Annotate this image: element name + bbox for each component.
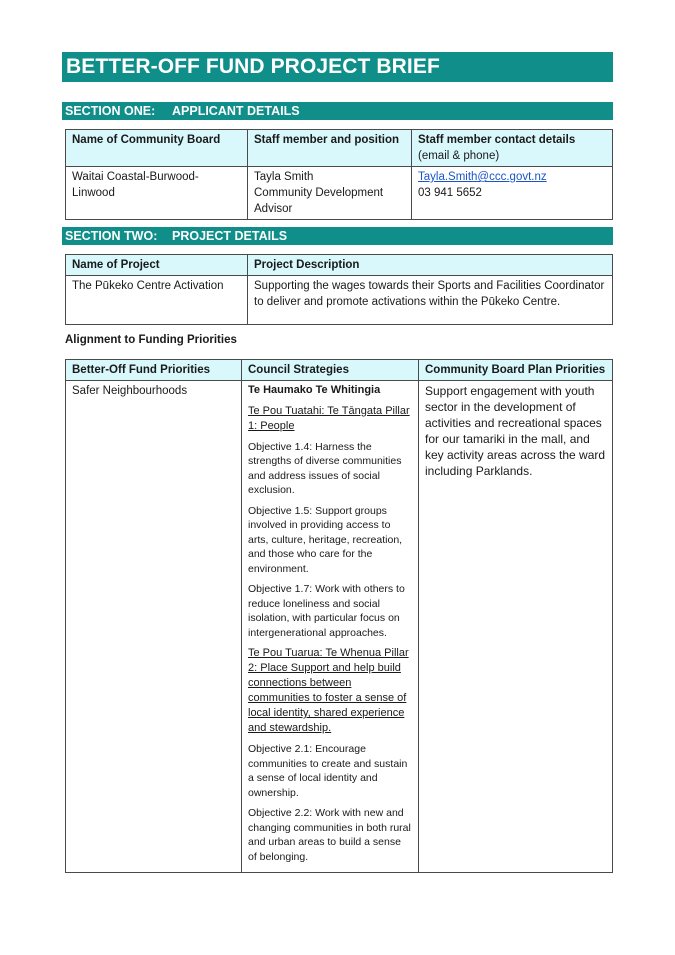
strategies-header: Council Strategies — [242, 360, 419, 381]
priority-cell: Safer Neighbourhoods — [66, 381, 242, 873]
document-title: BETTER-OFF FUND PROJECT BRIEF — [62, 52, 613, 82]
contact-header-sub: (email & phone) — [418, 150, 500, 162]
alignment-heading: Alignment to Funding Priorities — [65, 334, 237, 346]
project-description-header: Project Description — [248, 255, 613, 276]
staff-header: Staff member and position — [248, 130, 412, 167]
section-two-heading: PROJECT DETAILS — [172, 229, 288, 243]
section-one-header — [62, 102, 613, 120]
email-link[interactable]: Tayla.Smith@ccc.govt.nz — [418, 171, 547, 183]
pillar-one: Te Pou Tuatahi: Te Tāngata Pillar 1: People — [248, 404, 410, 432]
strategies-cell — [242, 381, 419, 873]
objective-1-4: Objective 1.4: Harness the strengths of diverse communities and address issues of social exclusion. — [248, 440, 402, 496]
strategy-title: Te Haumako Te Whitingia — [248, 384, 381, 396]
project-details-table — [65, 254, 613, 325]
priorities-header: Better-Off Fund Priorities — [66, 360, 242, 381]
objective-1-7: Objective 1.7: Work with others to reduce loneliness and social isolation, with particular focus on intergenerational approaches. — [248, 583, 405, 639]
project-name-header: Name of Project — [66, 255, 248, 276]
section-two-number: SECTION TWO: — [65, 229, 158, 243]
section-one-number: SECTION ONE: — [65, 104, 156, 118]
applicant-details-table — [65, 129, 613, 220]
board-name-header: Name of Community Board — [66, 130, 248, 167]
objective-2-1: Objective 2.1: Encourage communities to create and sustain a sense of local identity and ownership. — [248, 743, 408, 799]
objective-1-5: Objective 1.5: Support groups involved in providing access to arts, culture, heritage, recreation, and those who care for the environment. — [248, 504, 403, 575]
contact-header: Staff member contact details (email & phone) — [412, 130, 613, 167]
section-two-header — [62, 227, 613, 245]
funding-alignment-table — [65, 359, 613, 873]
pillar-two: Te Pou Tuarua: Te Whenua Pillar 2: Place Support and help build connections between communities to foster a sense of local identity, shared experience and stewardship. — [248, 647, 409, 734]
board-name-cell: Waitai Coastal-Burwood-Linwood — [66, 167, 248, 220]
phone-number: 03 941 5652 — [418, 187, 482, 199]
staff-name: Tayla Smith — [254, 171, 314, 183]
staff-position: Community Development Advisor — [254, 187, 384, 215]
staff-cell — [248, 167, 412, 220]
project-name-cell: The Pūkeko Centre Activation — [66, 276, 248, 325]
board-plan-header: Community Board Plan Priorities — [419, 360, 613, 381]
section-one-heading: APPLICANT DETAILS — [172, 104, 300, 118]
objective-2-2: Objective 2.2: Work with new and changing communities in both rural and urban areas to build a sense of belonging. — [248, 807, 411, 863]
board-plan-cell: Support engagement with youth sector in the development of activities and recreational spaces for our tamariki in the mall, and key activity areas across the ward including Parklands. — [419, 381, 613, 873]
contact-cell — [412, 167, 613, 220]
project-description-cell: Supporting the wages towards their Sports and Facilities Coordinator to deliver and promote activations within the Pūkeko Centre. — [248, 276, 613, 325]
